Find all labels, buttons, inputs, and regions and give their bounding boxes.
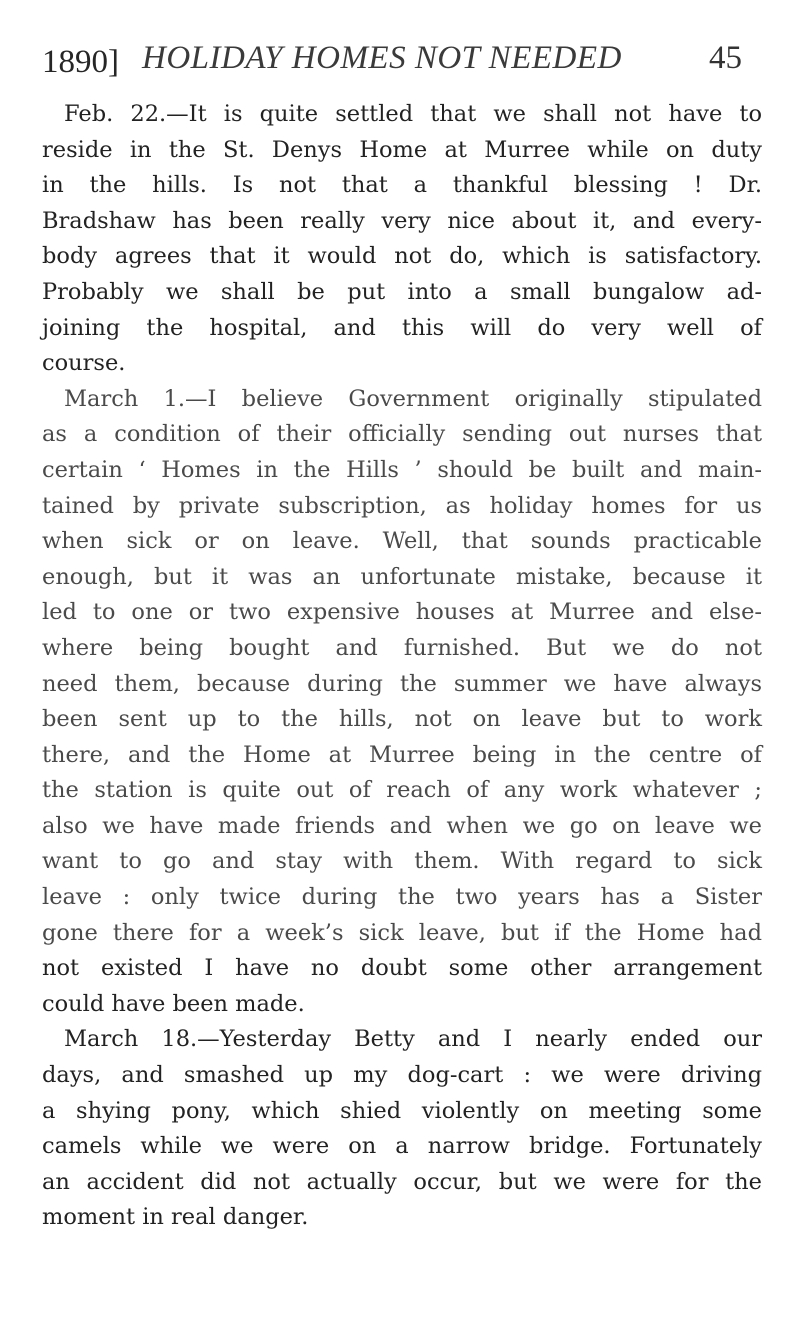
- text-line: enough, but it was an unfortunate mistake, because it: [42, 563, 762, 590]
- text-line: been sent up to the hills, not on leave but to work: [42, 706, 762, 733]
- text-line: led to one or two expensive houses at Murree and else-: [42, 599, 762, 626]
- text-line: where being bought and furnished. But we do not: [42, 634, 762, 661]
- text-line: in the hills. Is not that a thankful blessing ! Dr.: [42, 172, 762, 199]
- text-line: tained by private subscription, as holiday homes for us: [42, 492, 762, 519]
- text-line: also we have made friends and when we go on leave we: [42, 812, 762, 839]
- text-line: need them, because during the summer we have always: [42, 670, 762, 697]
- text-line: could have been made.: [42, 990, 305, 1017]
- text-line: when sick or on leave. Well, that sounds practicable: [42, 528, 762, 555]
- text-line: moment in real danger.: [42, 1204, 309, 1231]
- text-line: March 18.—Yesterday Betty and I nearly ended our: [64, 1026, 762, 1053]
- text-line: the station is quite out of reach of any work whatever ;: [42, 777, 762, 804]
- text-line: Probably we shall be put into a small bungalow ad-: [42, 278, 762, 305]
- text-line: March 1.—I believe Government originally stipulated: [64, 385, 762, 412]
- text-line: an accident did not actually occur, but we were for the: [42, 1168, 762, 1195]
- text-line: Feb. 22.—It is quite settled that we shall not have to: [64, 101, 762, 127]
- text-line: leave : only twice during the two years has a Sister: [42, 884, 762, 911]
- text-line: days, and smashed up my dog-cart : we were driving: [42, 1062, 762, 1089]
- text-line: not existed I have no doubt some other arrangement: [42, 955, 762, 982]
- text-line: Bradshaw has been really very nice about it, and every-: [42, 207, 762, 234]
- body-text: [42, 97, 762, 1236]
- text-line: body agrees that it would not do, which is satisfactory.: [42, 243, 762, 270]
- header-year: 1890]: [42, 44, 119, 80]
- text-line: camels while we were on a narrow bridge. Fortunately: [42, 1133, 762, 1160]
- text-line: gone there for a week’s sick leave, but if the Home had: [42, 919, 762, 946]
- page-number: 45: [709, 40, 742, 76]
- text-line: course.: [42, 350, 126, 377]
- text-line: as a condition of their officially sending out nurses that: [42, 421, 762, 448]
- header-title: HOLIDAY HOMES NOT NEEDED: [142, 40, 622, 76]
- running-header: [42, 40, 742, 90]
- text-line: a shying pony, which shied violently on meeting some: [42, 1097, 762, 1124]
- text-line: want to go and stay with them. With regard to sick: [42, 848, 762, 875]
- text-line: certain ‘ Homes in the Hills ’ should be built and main-: [42, 456, 762, 483]
- text-line: joining the hospital, and this will do very well of: [42, 314, 762, 341]
- text-line: there, and the Home at Murree being in the centre of: [42, 741, 762, 768]
- text-line: reside in the St. Denys Home at Murree while on duty: [42, 136, 762, 163]
